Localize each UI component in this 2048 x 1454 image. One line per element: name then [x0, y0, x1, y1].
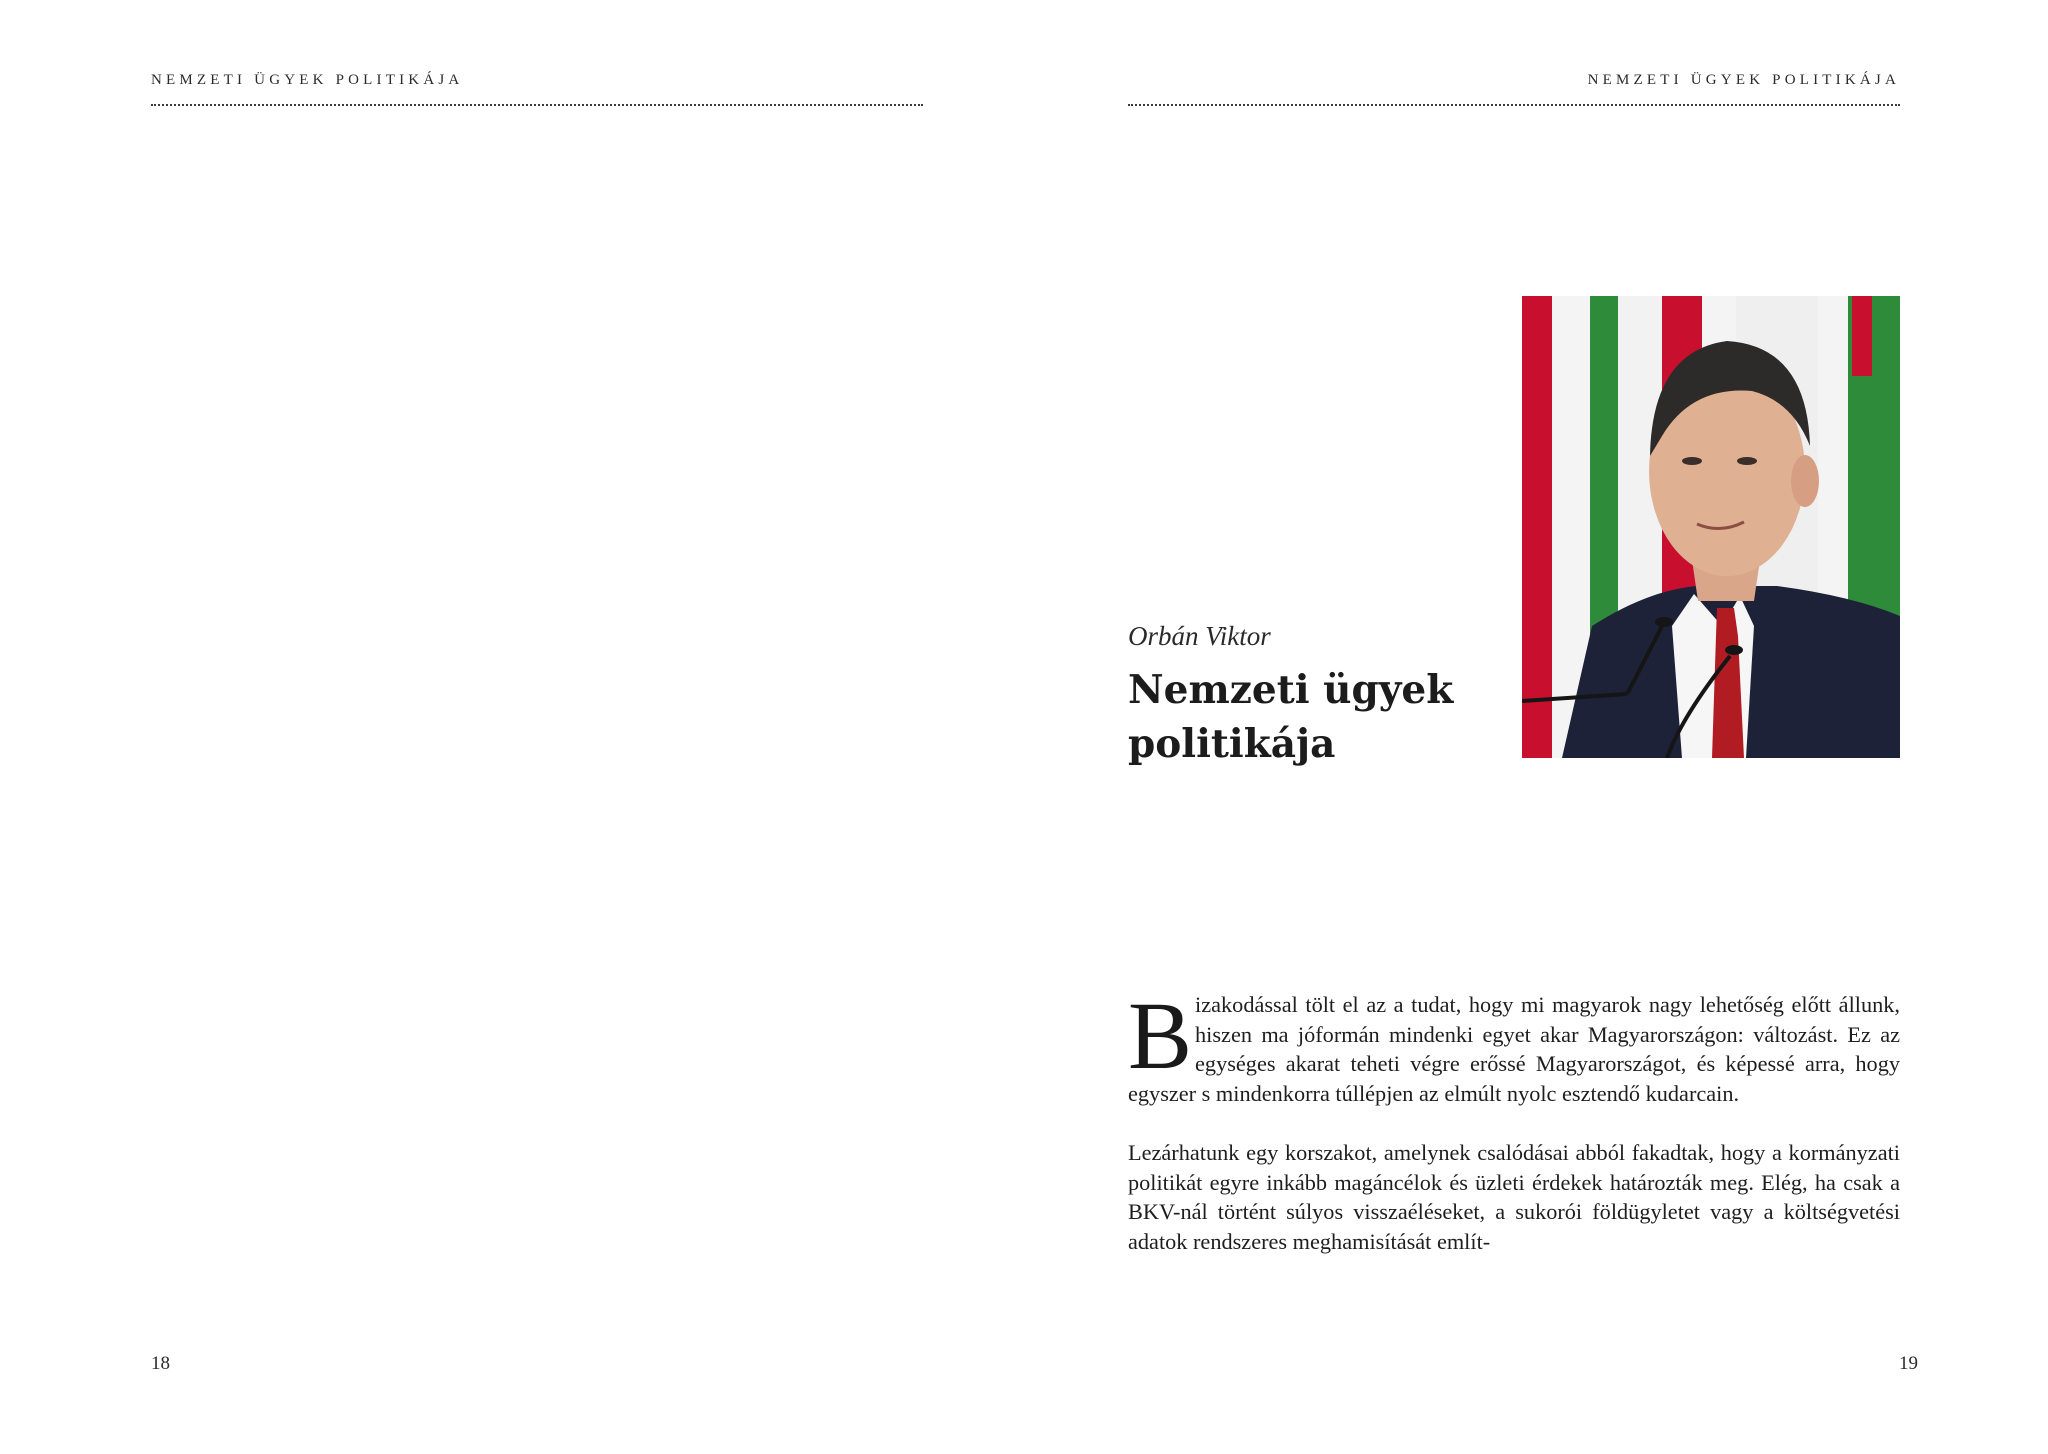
dotted-rule-right [1128, 104, 1900, 106]
chapter-title: Nemzeti ügyek politikája [1128, 667, 1454, 767]
page-number-left: 18 [151, 1353, 170, 1374]
dropcap-letter: B [1128, 982, 1193, 1089]
paragraph-1 [1128, 950, 1900, 1108]
author-name: Orbán Viktor [1128, 621, 1271, 651]
article-body [1128, 950, 1900, 1256]
portrait-photo-icon [1522, 296, 1900, 758]
running-head-left: NEMZETI ÜGYEK POLITIKÁJA [151, 72, 464, 88]
paragraph-2: Lezárhatunk egy korszakot, amelynek csalódásai abból fakadtak, hogy a kormányzati politikát egyre inkább magáncélok és üzleti érdekek határozták meg. Elég, ha csak a BKV-nál történt súlyos visszaéléseket, a sukorói földügyletet vagy a költségvetési adatok rendszeres meghamisítását említ- [1128, 1139, 1900, 1254]
right-page [1024, 0, 2048, 1454]
paragraph-1-text: izakodással tölt el az a tudat, hogy mi magyarok nagy lehetőség előtt állunk, hiszen ma jóformán mindenki egyet akar Magyarországon: változást. Ez az egységes akarat teheti végre erőssé Magyarországot, és képessé arra, hogy egyszer s mindenkorra túllépjen az elmúlt nyolc esztendő kudarcain. [1128, 992, 1900, 1106]
portrait-photo [1522, 296, 1900, 758]
dotted-rule-left [151, 104, 923, 106]
page-number-right: 19 [1899, 1353, 1918, 1374]
running-head-right: NEMZETI ÜGYEK POLITIKÁJA [1587, 72, 1900, 88]
